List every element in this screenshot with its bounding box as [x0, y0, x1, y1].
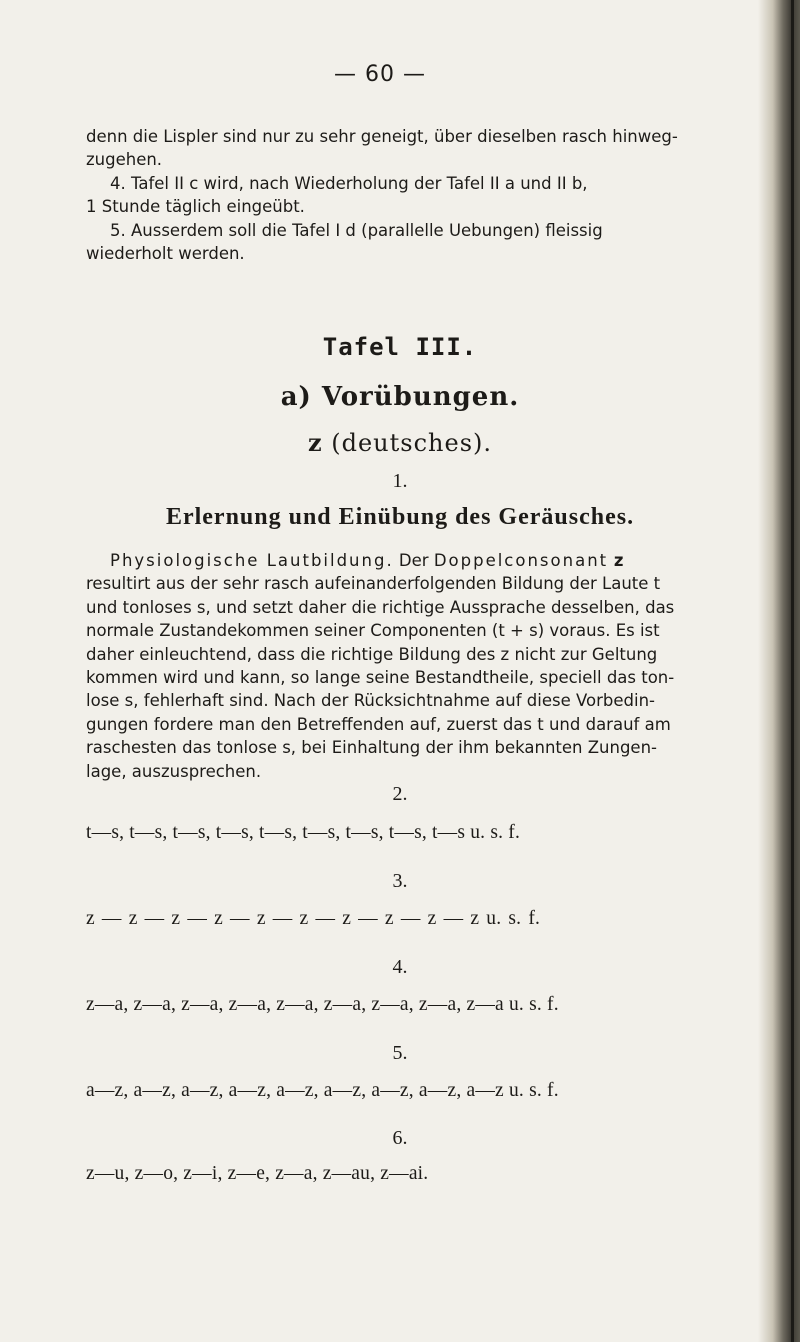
exercise-number: 5.	[392, 1042, 408, 1064]
letter-heading-rest: (deutsches).	[322, 429, 493, 457]
body-paragraph	[86, 549, 724, 783]
body-term: Doppelconsonant	[433, 551, 609, 570]
body-line: lose s, fehlerhaft sind. Nach der Rücksichtnahme auf diese Vorbedin-	[86, 691, 655, 711]
intro-line: 4. Tafel II c wird, nach Wiederholung der Tafel II a und II b,	[110, 173, 588, 193]
exercise-number: 4.	[392, 956, 408, 978]
letter-z: z	[307, 428, 323, 457]
body-line: normale Zustandekommen seiner Componenten (t + s) voraus. Es ist	[86, 621, 660, 641]
body-line	[86, 549, 724, 572]
page-number: — 60 —	[334, 62, 426, 87]
tafel-heading: Tafel III.	[322, 333, 478, 361]
body-lead-mid: Der	[393, 551, 434, 570]
body-line: lage, auszusprechen.	[86, 761, 262, 781]
body-term-letter: z	[608, 551, 624, 570]
intro-line: zugehen.	[86, 150, 163, 170]
exercise-line: t—s, t—s, t—s, t—s, t—s, t—s, t—s, t—s, t—s u. s. f.	[86, 822, 521, 843]
body-line: resultirt aus der sehr rasch aufeinanderfolgenden Bildung der Laute t	[86, 574, 661, 594]
body-lead: Physiologische Lautbildung.	[110, 551, 394, 570]
exercise-number: 6.	[392, 1127, 408, 1149]
exercise-line: z—u, z—o, z—i, z—e, z—a, z—au, z—ai.	[86, 1163, 429, 1184]
body-line: daher einleuchtend, dass die richtige Bildung des z nicht zur Geltung	[86, 644, 658, 664]
body-line: raschesten das tonlose s, bei Einhaltung der ihm bekannten Zungen-	[86, 738, 657, 758]
section-heading: a) Vorübungen.	[280, 382, 520, 412]
intro-line: 5. Ausserdem soll die Tafel I d (parallelle Uebungen) fleissig	[110, 220, 603, 240]
exercise-number: 2.	[392, 783, 408, 805]
exercise-line: a—z, a—z, a—z, a—z, a—z, a—z, a—z, a—z, a—z u. s. f.	[86, 1080, 559, 1101]
main-heading: Erlernung und Einübung des Geräusches.	[165, 504, 635, 530]
body-line: kommen wird und kann, so lange seine Bestandtheile, speciell das ton-	[86, 668, 675, 688]
exercise-number: 3.	[392, 870, 408, 892]
body-line: und tonloses s, und setzt daher die richtige Aussprache desselben, das	[86, 597, 675, 617]
intro-paragraph	[86, 125, 724, 265]
section-number: 1.	[392, 470, 408, 492]
intro-line: denn die Lispler sind nur zu sehr geneigt, über dieselben rasch hinweg-	[86, 127, 678, 146]
body-line: gungen fordere man den Betreffenden auf, zuerst das t und darauf am	[86, 714, 671, 734]
intro-line: 1 Stunde täglich eingeübt.	[86, 197, 305, 217]
exercise-line: z — z — z — z — z — z — z — z — z — z u. s. f.	[86, 908, 541, 929]
intro-line: wiederholt werden.	[86, 244, 245, 264]
exercise-line: z—a, z—a, z—a, z—a, z—a, z—a, z—a, z—a, z—a u. s. f.	[86, 994, 559, 1015]
letter-heading	[0, 428, 800, 457]
